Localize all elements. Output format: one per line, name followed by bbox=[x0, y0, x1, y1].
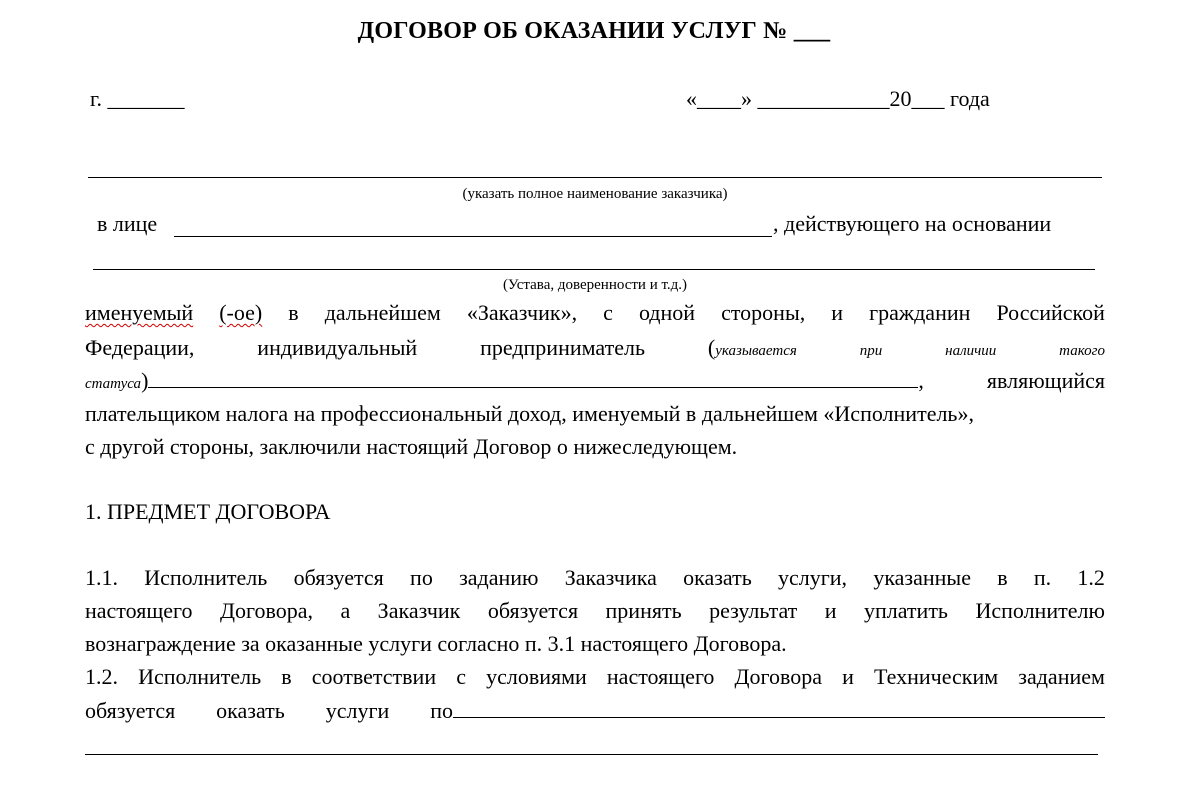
word: Федерации, bbox=[85, 335, 195, 360]
italic-note: наличии bbox=[945, 343, 997, 359]
word: Заказчика bbox=[564, 565, 657, 590]
word: дальнейшем bbox=[324, 300, 441, 325]
services-blank bbox=[453, 697, 1105, 718]
word: обязуется bbox=[85, 698, 176, 723]
word: предприниматель bbox=[480, 335, 645, 360]
word: являющийся bbox=[986, 368, 1105, 393]
document-title: ДОГОВОР ОБ ОКАЗАНИИ УСЛУГ № ___ bbox=[357, 18, 831, 44]
preamble-line-5: с другой стороны, заключили настоящий Договор о нижеследующем. bbox=[85, 434, 738, 459]
word: Заказчик bbox=[377, 598, 461, 623]
word: Исполнителю bbox=[975, 598, 1105, 623]
clause-1-1-line-1 bbox=[85, 563, 1105, 593]
word: услуги, bbox=[778, 565, 848, 590]
word: 1.2 bbox=[1077, 565, 1105, 590]
word: Исполнитель bbox=[144, 565, 268, 590]
word: с bbox=[603, 300, 613, 325]
word: п. bbox=[1033, 565, 1052, 590]
preamble-line-3 bbox=[85, 366, 1105, 399]
customer-name-line bbox=[88, 177, 1102, 178]
word: стороны, bbox=[721, 300, 806, 325]
clause-1-1-line-2 bbox=[85, 596, 1105, 626]
italic-note: при bbox=[859, 343, 883, 359]
clause-1-2-line-1 bbox=[85, 662, 1105, 692]
word: в bbox=[997, 565, 1008, 590]
word: Договора bbox=[734, 664, 823, 689]
word: услуги bbox=[325, 698, 390, 723]
word: оказать bbox=[216, 698, 285, 723]
word: (-ое) bbox=[219, 300, 263, 325]
word: Российской bbox=[996, 300, 1105, 325]
word: оказать bbox=[683, 565, 752, 590]
clause-1-1-line-3: вознаграждение за оказанные услуги согласно п. 3.1 настоящего Договора. bbox=[85, 631, 787, 656]
word: именуемый bbox=[85, 300, 194, 325]
italic-note: статуса bbox=[85, 376, 142, 392]
services-continuation-line bbox=[85, 754, 1098, 755]
word: «Заказчик», bbox=[466, 300, 578, 325]
word: 1.2. bbox=[85, 664, 118, 689]
clause-1-2-line-2 bbox=[85, 696, 1105, 726]
word: гражданин bbox=[869, 300, 971, 325]
word: индивидуальный bbox=[257, 335, 418, 360]
preamble-line-2 bbox=[85, 333, 1105, 366]
word: обязуется bbox=[293, 565, 384, 590]
word: и bbox=[842, 664, 854, 689]
customer-caption: (указать полное наименование заказчика) bbox=[462, 186, 728, 202]
in-person-label: в лице bbox=[97, 211, 158, 236]
word: с bbox=[456, 664, 466, 689]
representative-line bbox=[174, 236, 772, 237]
italic-note: указывается bbox=[715, 343, 797, 359]
word: в bbox=[288, 300, 299, 325]
word: настоящего bbox=[85, 598, 193, 623]
date-field: «____» ____________20___ года bbox=[686, 86, 990, 111]
word: а bbox=[340, 598, 351, 623]
word: в bbox=[281, 664, 292, 689]
paren-open: ( bbox=[707, 335, 716, 360]
basis-caption: (Устава, доверенности и т.д.) bbox=[502, 277, 688, 293]
word: одной bbox=[638, 300, 696, 325]
word: соответствии bbox=[311, 664, 437, 689]
word: условиями bbox=[486, 664, 587, 689]
section-heading: 1. ПРЕДМЕТ ДОГОВОРА bbox=[85, 499, 331, 524]
word: по bbox=[430, 698, 453, 723]
word: и bbox=[824, 598, 837, 623]
word: 1.1. bbox=[85, 565, 118, 590]
word: Исполнитель bbox=[138, 664, 262, 689]
city-field: г. _______ bbox=[90, 86, 185, 111]
word: указанные bbox=[873, 565, 971, 590]
word: заданию bbox=[459, 565, 539, 590]
word: по bbox=[410, 565, 433, 590]
word: Техническим bbox=[874, 664, 999, 689]
word: настоящего bbox=[606, 664, 715, 689]
word: заданием bbox=[1018, 664, 1105, 689]
word: результат bbox=[709, 598, 798, 623]
executor-name-blank bbox=[148, 367, 918, 388]
basis-line bbox=[93, 269, 1095, 270]
word: и bbox=[831, 300, 844, 325]
italic-note: такого bbox=[1059, 343, 1105, 359]
paren-close: ) bbox=[141, 368, 149, 393]
preamble-line-4: плательщиком налога на профессиональный доход, именуемый в дальнейшем «Исполнитель», bbox=[85, 401, 974, 426]
word: обязуется bbox=[487, 598, 579, 623]
acting-basis-text: , действующего на основании bbox=[773, 211, 1052, 236]
word: принять bbox=[605, 598, 682, 623]
comma: , bbox=[918, 368, 924, 393]
preamble-line-1 bbox=[85, 298, 1105, 328]
word: уплатить bbox=[863, 598, 948, 623]
word: Договора, bbox=[219, 598, 313, 623]
